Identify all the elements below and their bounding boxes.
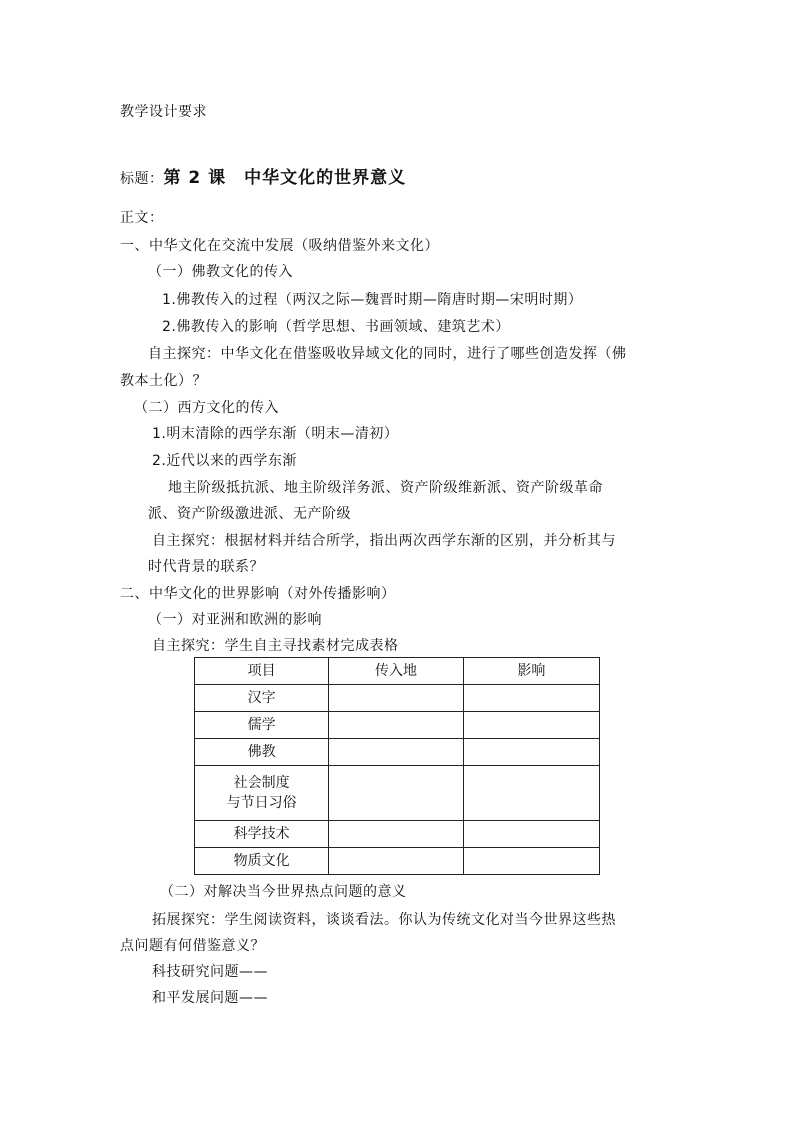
table-row (195, 766, 600, 821)
section-1-sub-1: （一）佛教文化的传入 (148, 264, 293, 280)
table-row (195, 848, 600, 875)
section-1-sub-2-point-3-line-2: 派、资产阶级激进派、无产阶级 (148, 506, 351, 522)
document-header: 教学设计要求 (120, 104, 207, 120)
table-cell-influence (463, 685, 599, 712)
culture-influence-table (194, 657, 600, 875)
section-1-sub-2: （二）西方文化的传入 (134, 400, 279, 416)
table-cell-destination (329, 739, 463, 766)
section-2-expand-line-1: 拓展探究：学生阅读资料，谈谈看法。你认为传统文化对当今世界这些热 (152, 912, 616, 928)
section-1-explore-line-2: 教本土化）？ (120, 373, 207, 389)
table-row (195, 739, 600, 766)
section-1-sub-2-point-2: 2.近代以来的西学东渐 (152, 453, 297, 469)
table-row (195, 821, 600, 848)
section-2-sub-2: （二）对解决当今世界热点问题的意义 (160, 884, 407, 900)
table-cell-influence (463, 821, 599, 848)
table-header-row (195, 658, 600, 685)
table-cell-item-line-1: 社会制度 (233, 775, 290, 791)
table-cell-destination (329, 766, 463, 821)
table-cell-influence (463, 766, 599, 821)
section-1-heading: 一、中华文化在交流中发展（吸纳借鉴外来文化） (120, 238, 439, 254)
table-row (195, 685, 600, 712)
title-prefix: 标题： (120, 171, 164, 187)
topic-technology-research: 科技研究问题—— (152, 964, 268, 980)
table-cell-destination (329, 821, 463, 848)
section-1-sub-2-point-1: 1.明末清除的西学东渐（明末—清初） (152, 426, 399, 442)
table-cell-item: 物质文化 (195, 848, 329, 875)
table-cell-item (195, 766, 329, 821)
table-header-destination: 传入地 (329, 658, 463, 685)
section-1-explore-2-line-1: 自主探究：根据材料并结合所学，指出两次西学东渐的区别，并分析其与 (152, 533, 616, 549)
table-cell-influence (463, 848, 599, 875)
table-cell-item: 科学技术 (195, 821, 329, 848)
section-2-explore: 自主探究：学生自主寻找素材完成表格 (152, 638, 399, 654)
table-cell-influence (463, 712, 599, 739)
section-1-sub-1-point-2: 2.佛教传入的影响（哲学思想、书画领域、建筑艺术） (162, 319, 510, 335)
table-row (195, 712, 600, 739)
lesson-title (120, 168, 406, 189)
table-cell-destination (329, 685, 463, 712)
table-cell-influence (463, 739, 599, 766)
section-1-explore-line-1: 自主探究：中华文化在借鉴吸收异域文化的同时，进行了哪些创造发挥（佛 (148, 346, 627, 362)
section-1-sub-2-point-3-line-1: 地主阶级抵抗派、地主阶级洋务派、资产阶级维新派、资产阶级革命 (168, 480, 603, 496)
table-header-influence: 影响 (463, 658, 599, 685)
title-main: 第 2 课 中华文化的世界意义 (163, 168, 407, 188)
table-cell-item: 汉字 (195, 685, 329, 712)
section-1-explore-2-line-2: 时代背景的联系？ (148, 559, 264, 575)
table-header-item: 项目 (195, 658, 329, 685)
table-cell-destination (329, 712, 463, 739)
body-label: 正文： (120, 210, 164, 226)
section-1-sub-1-point-1: 1.佛教传入的过程（两汉之际—魏晋时期—隋唐时期—宋明时期） (162, 292, 583, 308)
table-cell-item: 儒学 (195, 712, 329, 739)
table-cell-destination (329, 848, 463, 875)
section-2-heading: 二、中华文化的世界影响（对外传播影响） (120, 586, 396, 602)
table-cell-item: 佛教 (195, 739, 329, 766)
section-2-sub-1: （一）对亚洲和欧洲的影响 (148, 612, 322, 628)
topic-peace-development: 和平发展问题—— (152, 990, 268, 1006)
table-cell-item-line-2: 与节日习俗 (226, 795, 297, 811)
section-2-expand-line-2: 点问题有何借鉴意义？ (120, 938, 265, 954)
